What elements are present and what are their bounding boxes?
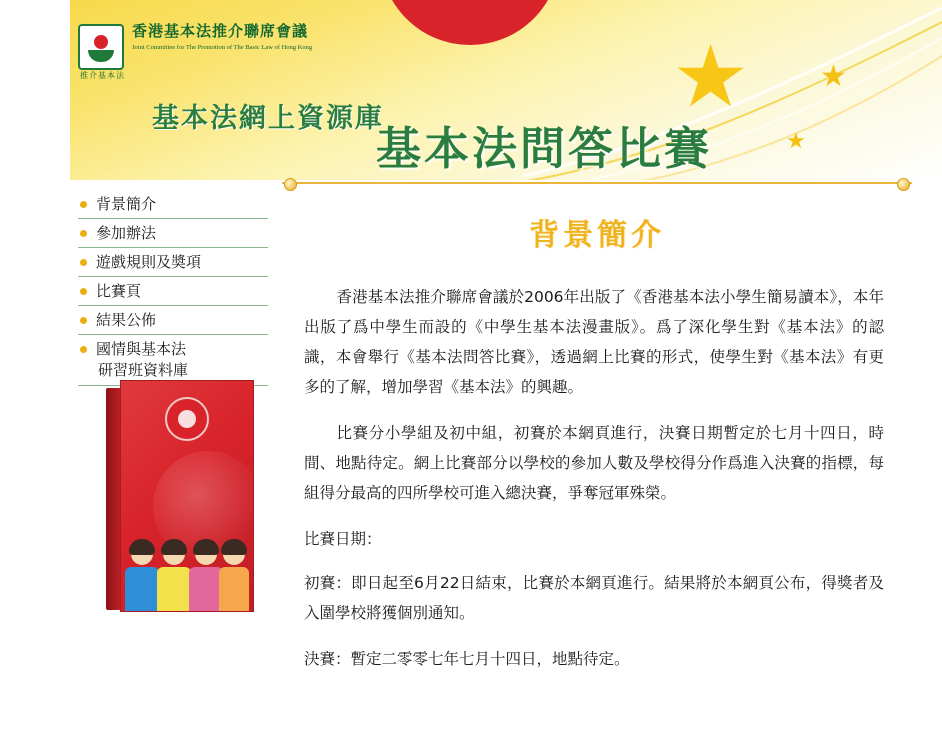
sparkle-icon: ✦ [796,41,807,55]
sidebar-item-background[interactable] [78,190,268,219]
students-illustration [121,525,253,611]
sidebar-item-label-line2: 研習班資料庫 [98,361,189,379]
sidebar-item-national-studies-archive[interactable] [78,335,268,386]
bullet-icon [80,230,87,237]
sidebar-item-label: 結果公佈 [96,311,157,329]
paragraph-dates-label: 比賽日期： [304,530,382,548]
sidebar-item-results[interactable] [78,306,268,335]
logo-name-chinese: 香港基本法推介聯席會議 [132,23,309,40]
page-title: 背景簡介 [529,218,665,253]
bullet-icon [80,259,87,266]
student-figure [189,543,223,611]
star-icon: ★ [786,128,806,153]
bauhinia-emblem-icon [165,397,209,441]
logo-name-english: Joint Committee for The Promotion of The Basic Law of Hong Kong [132,43,313,51]
sidebar-item-label: 比賽頁 [96,282,142,300]
logo-subtitle: 推介基本法 [80,71,125,80]
panel-corner-ornament-right [897,178,910,191]
sidebar-item-rules-and-prizes[interactable] [78,248,268,277]
sidebar-item-competition-page[interactable] [78,277,268,306]
student-figure [125,543,159,611]
banner-title: 基本法問答比賽 [376,122,713,175]
bullet-icon [80,288,87,295]
content-panel [282,182,912,668]
star-icon: ★ [820,60,847,93]
bullet-icon [80,346,87,353]
bullet-icon [80,317,87,324]
sidebar-item-label: 參加辦法 [96,224,157,242]
sidebar-item-label: 遊戲規則及奬項 [96,253,202,271]
panel-corner-ornament-left [284,178,297,191]
paragraph-final-round: 決賽：暫定二零零七年七月十四日，地點待定。 [304,650,630,668]
banner-subtitle: 基本法網上資源庫 [152,103,384,134]
book-illustration [106,380,256,610]
paragraph-preliminary-round: 初賽：即日起至6月22日結束，比賽於本網頁進行。結果將於本網頁公布，得獎者及入圍學校將獲個別通知。 [304,574,884,622]
paragraph: 比賽分小學組及初中組，初賽於本網頁進行，決賽日期暫定於七月十四日，時間、地點待定。網上比賽部分以學校的參加人數及學校得分作爲進入決賽的指標，每組得分最高的四所學校可進入總決賽，爭奪冠軍殊榮。 [304,424,884,502]
page-banner [0,0,942,180]
bullet-icon [80,201,87,208]
logo-emblem-icon [78,24,124,70]
sidebar-menu [78,190,268,386]
paragraph: 香港基本法推介聯席會議於2006年出版了《香港基本法小學生簡易讀本》，本年出版了爲中學生而設的《中學生基本法漫畫版》。爲了深化學生對《基本法》的認識，本會舉行《基本法問答比賽》，透過網上比賽的形式，使學生對《基本法》有更多的了解，增加學習《基本法》的興趣。 [304,288,884,396]
banner-left-margin [0,0,70,180]
sidebar-item-label: 背景簡介 [96,195,157,213]
student-figure [157,543,191,611]
content-body [304,282,884,674]
student-figure [219,543,249,611]
star-icon: ★ [672,29,750,125]
sidebar-item-how-to-join[interactable] [78,219,268,248]
book-cover [120,380,254,612]
sidebar-item-label: 國情與基本法 [96,340,187,358]
